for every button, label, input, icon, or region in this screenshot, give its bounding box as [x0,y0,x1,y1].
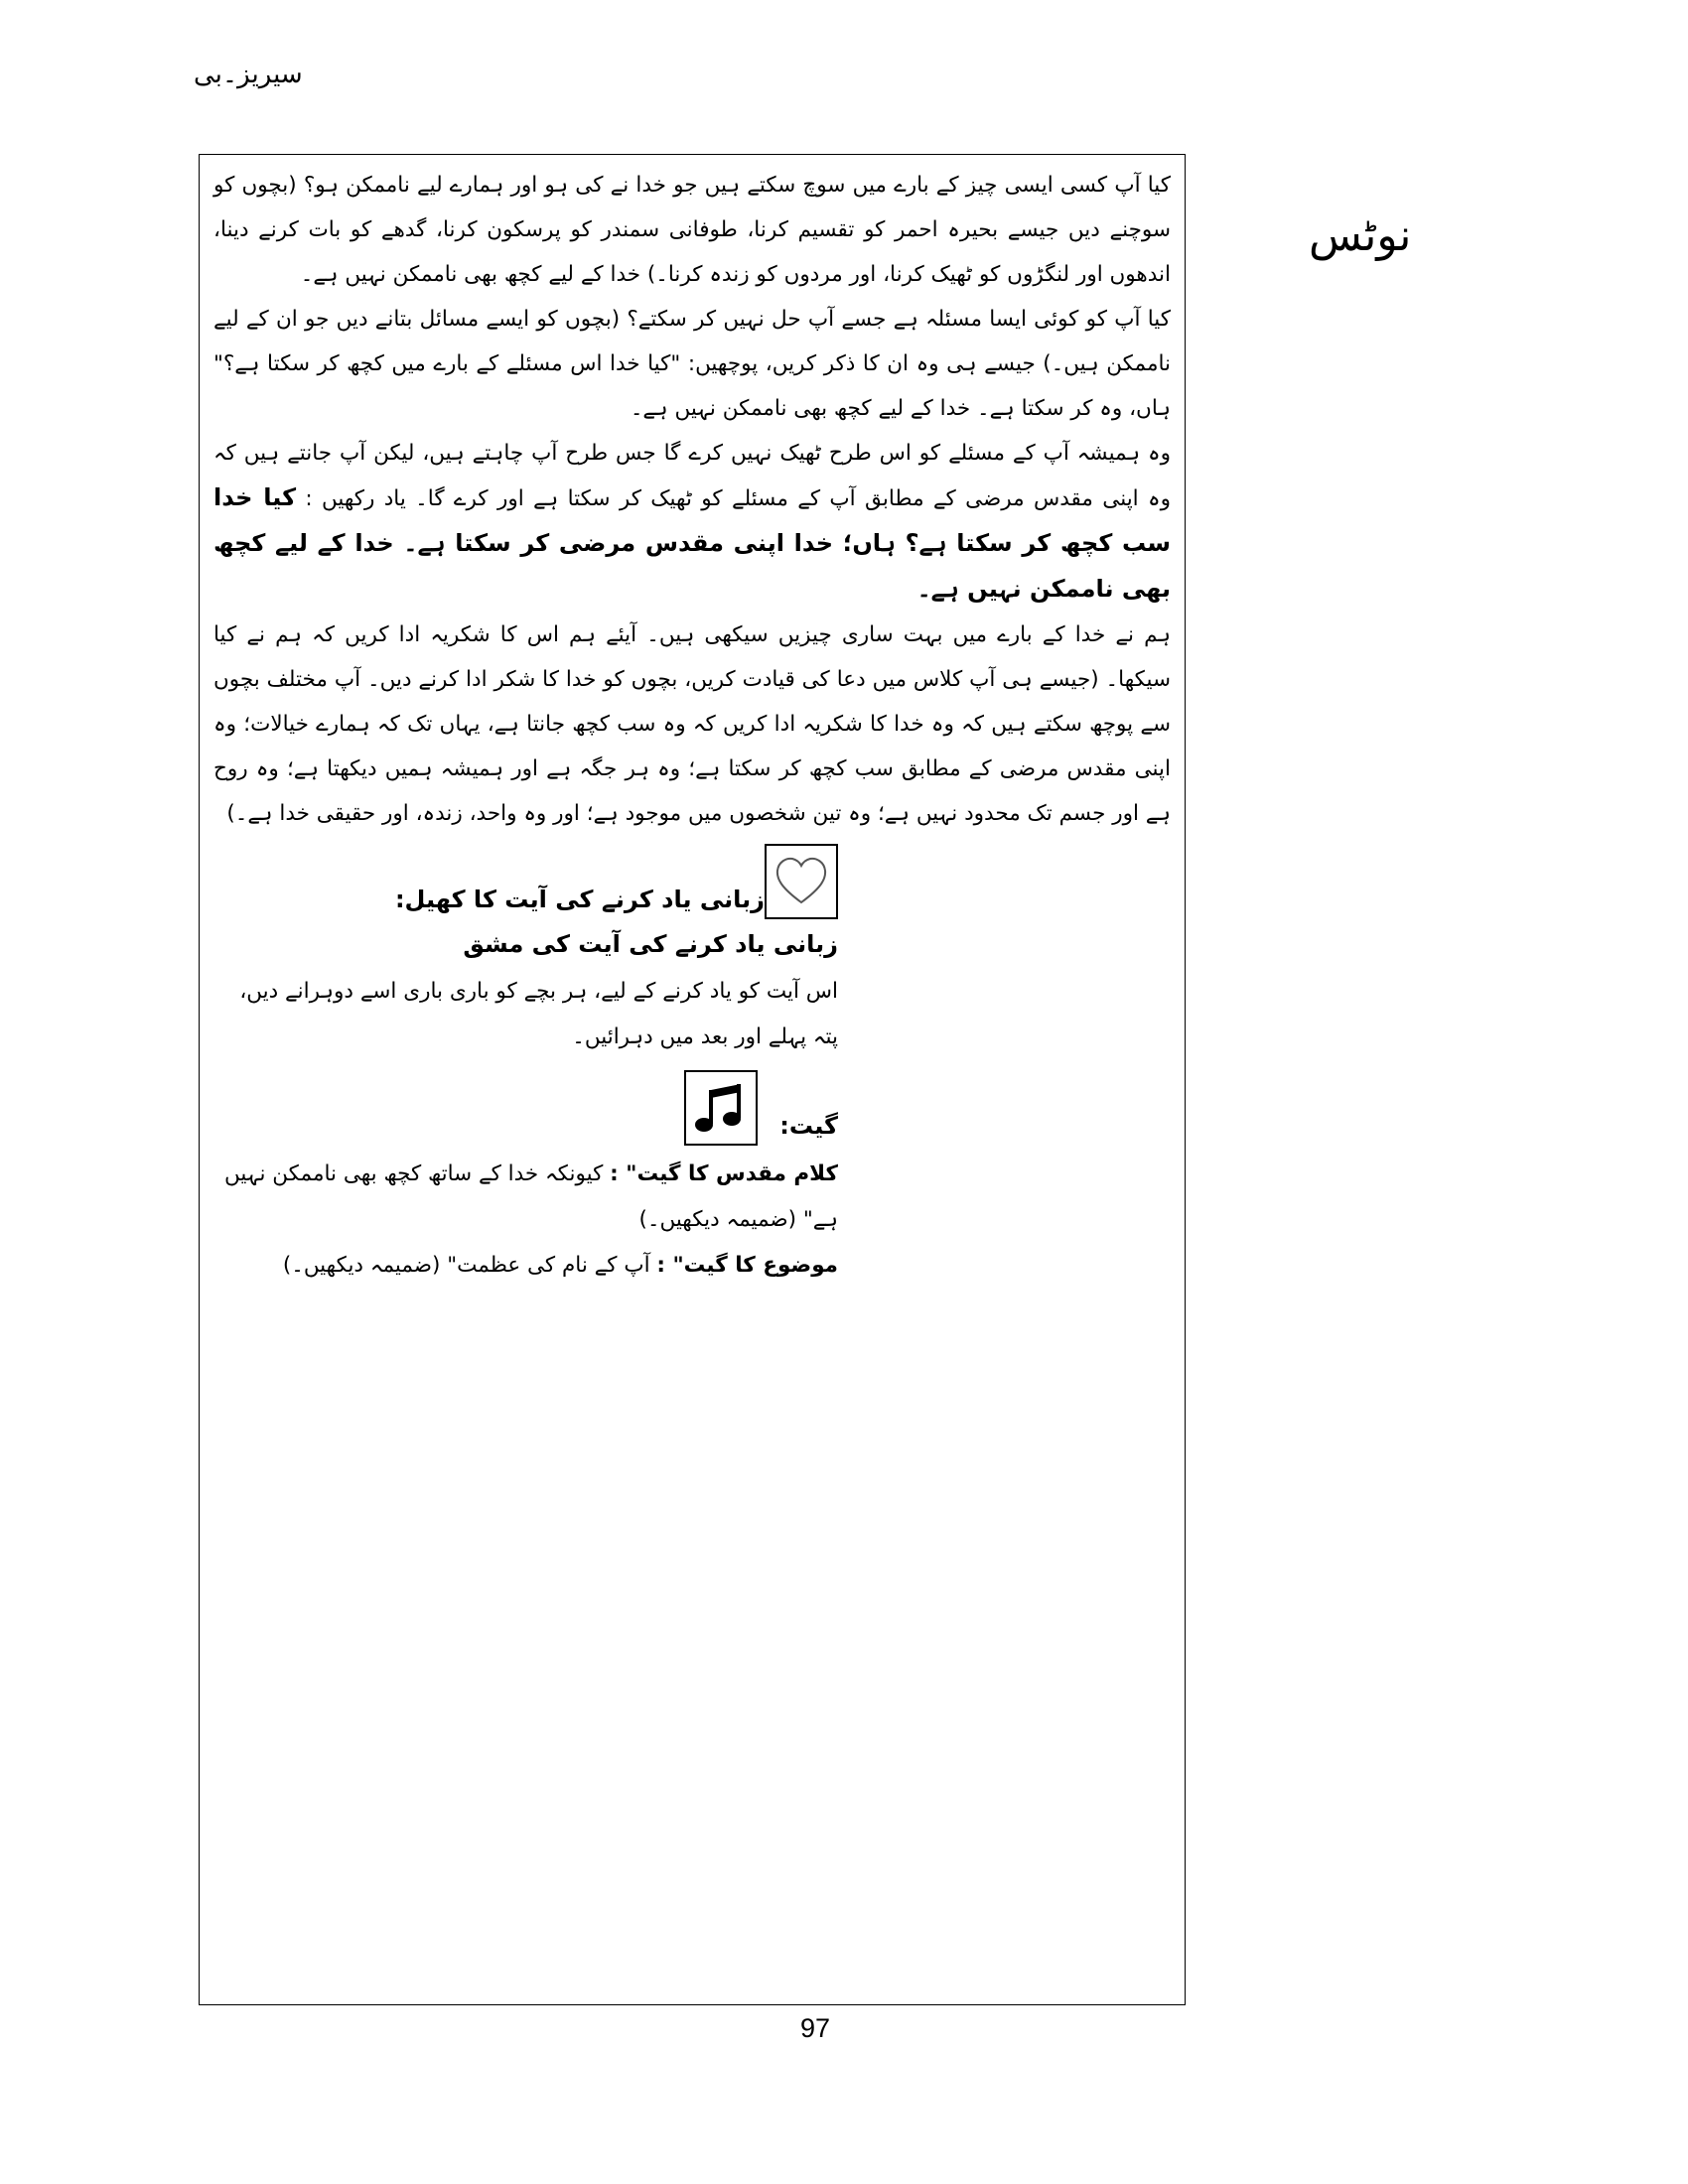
memory-verse-title: زبانی یاد کرنے کی آیت کا کھیل: [394,886,765,913]
scripture-song-text: کیونکہ خدا کے ساتھ کچھ بھی ناممکن نہیں ہے" (ضمیمہ دیکھیں۔) [224,1161,838,1232]
paragraph-impossible-things: کیا آپ کسی ایسی چیز کے بارے میں سوچ سکتے ہیں جو خدا نے کی ہو اور ہمارے لیے ناممکن ہو؟ (بچوں کو سوچنے دیں جیسے بحیرہ احمر کو تقسیم کرنا، طوفانی سمندر کو پرسکون کرنا، گدھے کو بات کرنے دینا، اندھوں اور لنگڑوں کو ٹھیک کرنا، اور مردوں کو زندہ کرنا۔) خدا کے لیے کچھ بھی ناممکن نہیں ہے۔ [213,173,1171,287]
scripture-song-line [213,1152,838,1243]
memory-verse-instruction: اس آیت کو یاد کرنے کے لیے، ہر بچے کو باری باری اسے دوہرانے دیں، پتہ پہلے اور بعد میں دہرائیں۔ [239,979,838,1049]
key-truth-text: کیا خدا سب کچھ کر سکتا ہے؟ ہاں؛ خدا اپنی مقدس مرضی کر سکتا ہے۔ خدا کے لیے کچھ بھی ناممکن نہیں ہے۔ [213,483,1171,603]
memory-verse-subtitle: زبانی یاد کرنے کی آیت کی مشق [463,930,838,958]
memory-verse-heading [213,844,838,919]
theme-song-label: موضوع کا گیت" : [656,1253,838,1278]
paragraph-remember [213,431,1171,613]
heart-icon [765,844,838,919]
songs-heading [213,1070,838,1146]
notes-label: نوٹس [1309,210,1412,261]
theme-song-text: آپ کے نام کی عظمت" (ضمیمہ دیکھیں۔) [282,1253,657,1278]
paragraph-remember-text: وہ ہمیشہ آپ کے مسئلے کو اس طرح ٹھیک نہیں کرے گا جس طرح آپ چاہتے ہیں، لیکن آپ جانتے ہیں کہ وہ اپنی مقدس مرضی کے مطابق آپ کے مسئلے کو ٹھیک کر سکتا ہے اور کرے گا۔ یاد رکھیں : [213,441,1171,511]
music-note-icon [684,1070,758,1146]
theme-song-line [213,1243,838,1289]
scripture-song-label: کلام مقدس کا گیت" : [610,1161,838,1186]
series-header: سیریز۔بی [194,60,303,89]
paragraph-problems: کیا آپ کو کوئی ایسا مسئلہ ہے جسے آپ حل نہیں کر سکتے؟ (بچوں کو ایسے مسائل بتانے دیں جو ان کے لیے ناممکن ہیں۔) جیسے ہی وہ ان کا ذکر کریں، پوچھیں: "کیا خدا اس مسئلے کے بارے میں کچھ کر سکتا ہے؟" ہاں، وہ کر سکتا ہے۔ خدا کے لیے کچھ بھی ناممکن نہیں ہے۔ [213,307,1171,421]
songs-title: گیت: [779,1112,838,1140]
content-box [199,154,1186,2005]
page-number: 97 [800,2013,831,2043]
paragraph-thanksgiving: ہم نے خدا کے بارے میں بہت ساری چیزیں سیکھی ہیں۔ آیئے ہم اس کا شکریہ ادا کریں کہ ہم نے کیا سیکھا۔ (جیسے ہی آپ کلاس میں دعا کی قیادت کریں، بچوں کو خدا کا شکر ادا کرنے دیں۔ آپ مختلف بچوں سے پوچھ سکتے ہیں کہ وہ خدا کا شکریہ ادا کریں کہ وہ سب کچھ جانتا ہے، یہاں تک کہ ہمارے خیالات؛ وہ اپنی مقدس مرضی کے مطابق سب کچھ کر سکتا ہے؛ وہ ہر جگہ ہے اور ہمیشہ ہمیں دیکھتا ہے؛ وہ روح ہے اور جسم تک محدود نہیں ہے؛ وہ تین شخصوں میں موجود ہے؛ اور وہ واحد، زندہ، اور حقیقی خدا ہے۔) [213,622,1171,826]
